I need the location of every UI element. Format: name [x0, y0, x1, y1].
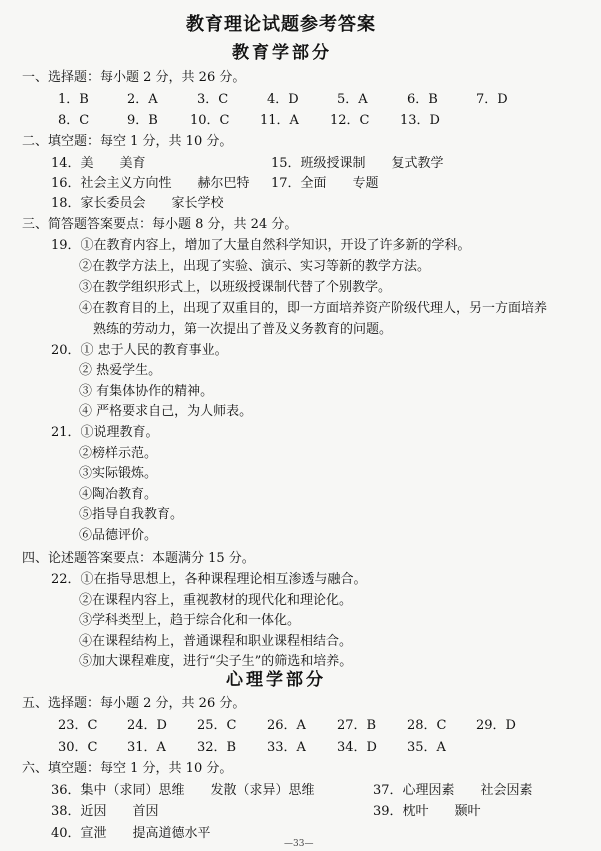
answer-item: 26．A: [267, 718, 306, 733]
answer-item: 25．C: [197, 718, 237, 733]
answer-item: 3．C: [197, 92, 229, 107]
q20-line: ③ 有集体协作的精神。: [79, 384, 214, 399]
q21-line: ③实际锻炼。: [79, 466, 158, 481]
section2-heading: 二、填空题：每空 1 分，共 10 分。: [22, 134, 233, 149]
fill-answer: 38．近因 首因: [51, 804, 159, 819]
q19-line: ④在教育目的上，出现了双重目的，即一方面培养资产阶级代理人，另一方面培养: [79, 301, 548, 316]
answer-item: 1．B: [58, 92, 89, 107]
fill-answer: 16．社会主义方向性 赫尔巴特: [51, 176, 250, 191]
page-number: —33—: [284, 839, 314, 849]
answer-item: 35．A: [407, 740, 446, 755]
q20-line: ② 热爱学生。: [79, 363, 162, 378]
fill-answer: 14．美 美育: [51, 156, 146, 171]
section4-heading: 四、论述题答案要点：本题满分 15 分。: [22, 551, 255, 566]
q20-line: ④ 严格要求自己，为人师表。: [79, 404, 253, 419]
answer-item: 24．D: [127, 718, 167, 733]
answer-item: 34．D: [337, 740, 377, 755]
answer-item: 2．A: [127, 92, 158, 107]
section1-heading: 一、选择题：每小题 2 分，共 26 分。: [22, 70, 246, 85]
fill-answer: 36．集中（求同）思维 发散（求异）思维: [51, 783, 315, 798]
part2-title: 心理学部分: [226, 670, 326, 690]
q19-line: ③在教学组织形式上，以班级授课制代替了个别教学。: [79, 280, 392, 295]
answer-item: 29．D: [476, 718, 516, 733]
answer-item: 7．D: [476, 92, 508, 107]
q22-line: ③学科类型上，趋于综合化和一体化。: [79, 613, 301, 628]
fill-answer: 37．心理因素 社会因素: [373, 783, 533, 798]
q21-line: ④陶冶教育。: [79, 487, 158, 502]
answer-item: 27．B: [337, 718, 377, 733]
answer-item: 23．C: [58, 718, 98, 733]
section5-heading: 五、选择题：每小题 2 分，共 26 分。: [22, 696, 246, 711]
answer-item: 28．C: [407, 718, 447, 733]
q22-line: ④在课程结构上，普通课程和职业课程相结合。: [79, 634, 353, 649]
q22-line: ②在课程内容上，重视教材的现代化和理论化。: [79, 593, 353, 608]
q19-line: ②在教学方法上，出现了实验、演示、实习等新的教学方法。: [79, 259, 431, 274]
answer-item: 13．D: [400, 113, 440, 128]
answer-item: 30．C: [58, 740, 98, 755]
fill-answer: 39．枕叶 颞叶: [373, 804, 481, 819]
fill-answer: 15．班级授课制 复式教学: [271, 156, 444, 171]
q22-line: 22．①在指导思想上，各种课程理论相互渗透与融合。: [51, 572, 367, 587]
fill-answer: 40．宣泄 提高道德水平: [51, 826, 211, 841]
answer-item: 6．B: [407, 92, 438, 107]
answer-item: 10．C: [190, 113, 230, 128]
section6-heading: 六、填空题：每空 1 分，共 10 分。: [22, 761, 233, 776]
q21-line: ②榜样示范。: [79, 446, 158, 461]
q21-line: 21．①说理教育。: [51, 425, 159, 440]
part1-title: 教育学部分: [232, 43, 332, 63]
answer-item: 33．A: [267, 740, 306, 755]
fill-answer: 18．家长委员会 家长学校: [51, 196, 224, 211]
answer-item: 5．A: [337, 92, 368, 107]
q19-line: 19．①在教育内容上，增加了大量自然科学知识，开设了许多新的学科。: [51, 238, 471, 253]
fill-answer: 17．全面 专题: [271, 176, 379, 191]
answer-item: 4．D: [267, 92, 299, 107]
q21-line: ⑤指导自我教育。: [79, 507, 184, 522]
document-title: 教育理论试题参考答案: [186, 14, 376, 35]
answer-item: 12．C: [330, 113, 370, 128]
q19-line: 熟练的劳动力，第一次提出了普及义务教育的问题。: [93, 322, 393, 337]
section3-heading: 三、简答题答案要点：每小题 8 分，共 24 分。: [22, 217, 298, 232]
answer-item: 31．A: [127, 740, 166, 755]
answer-item: 8．C: [58, 113, 90, 128]
q22-line: ⑤加大课程难度，进行“尖子生”的筛选和培养。: [79, 654, 353, 669]
answer-item: 32．B: [197, 740, 237, 755]
answer-item: 9．B: [127, 113, 158, 128]
answer-item: 11．A: [260, 113, 299, 128]
q21-line: ⑥品德评价。: [79, 528, 158, 543]
q20-line: 20．① 忠于人民的教育事业。: [51, 343, 228, 358]
